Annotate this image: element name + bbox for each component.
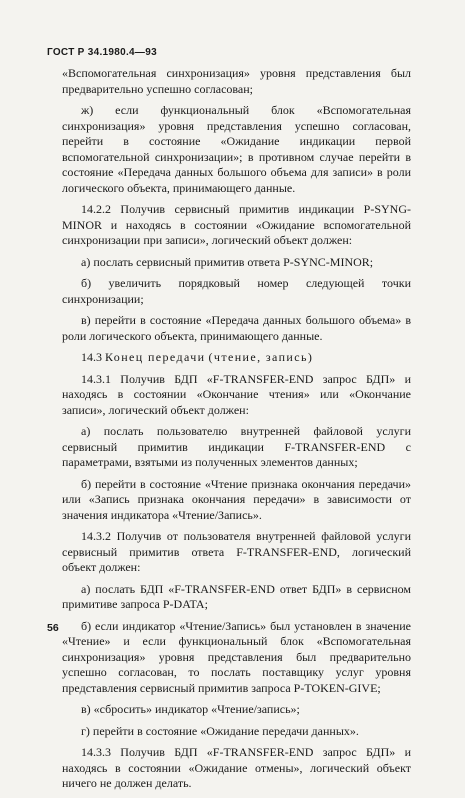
section-number: 14.3: [81, 350, 102, 364]
list-item: б) если индикатор «Чтение/Запись» был установлен в значение «Чтение» и если функциональный блок «Вспомогательная синхронизация» уровня представления был предварительно успешно согласован, то послать поставщику услуг уровня представления сервисный примитив запроса P-TOKEN-GIVE;: [62, 618, 411, 695]
standard-header: ГОСТ Р 34.1980.4—93: [47, 47, 157, 58]
section-subtitle: (чтение, запись): [208, 350, 314, 364]
list-item: а) послать БДП «F-TRANSFER-END ответ БДП» в сервисном примитиве запроса P-DATA;: [62, 581, 411, 611]
document-body: [62, 66, 411, 798]
paragraph: 14.3.1 Получив БДП «F-TRANSFER-END запрос БДП» и находясь в состоянии «Окончание чтения» или «Окончание записи», логический объект должен:: [62, 371, 411, 417]
list-item: в) перейти в состояние «Передача данных большого объема» в роли логического объекта, принимающего данные.: [62, 313, 411, 343]
paragraph: ж) если функциональный блок «Вспомогательная синхронизация» уровня представления успешно согласован, перейти в состояние «Ожидание индикации первой вспомогательной синхронизации»; в противном случае перейти в состояние «Передача данных большого объема для записи» в роли логического объекта, принимающего данные.: [62, 103, 411, 195]
paragraph: 14.3.2 Получив от пользователя внутренней файловой услуги сервисный примитив ответа F-TRANSFER-END, логический объект должен:: [62, 529, 411, 574]
section-heading: [62, 350, 411, 366]
paragraph: 14.2.2 Получив сервисный примитив индикации P-SYNG-MINOR и находясь в состоянии «Ожидание вспомогательной синхронизации при записи», логический объект должен:: [62, 202, 411, 247]
paragraph: «Вспомогательная синхронизация» уровня представления был предварительно успешно согласован;: [62, 66, 411, 96]
page-number: 56: [47, 622, 59, 634]
section-title: Конец передачи: [105, 350, 206, 364]
list-item: а) послать пользователю внутренней файловой услуги сервисный примитив индикации F-TRANSFER-END с параметрами, взятыми из полученных элементов данных;: [62, 424, 411, 469]
list-item: г) перейти в состояние «Ожидание передачи данных».: [81, 723, 359, 738]
list-item: б) увеличить порядковый номер следующей точки синхронизации;: [62, 276, 411, 306]
paragraph: 14.3.3 Получив БДП «F-TRANSFER-END запрос БДП» и находясь в состоянии «Ожидание отмены», логический объект ничего не должен делать.: [62, 745, 411, 790]
list-item: а) послать сервисный примитив ответа P-SYNC-MINOR;: [81, 254, 374, 269]
list-item: в) «сбросить» индикатор «Чтение/запись»;: [81, 702, 300, 716]
list-item: б) перейти в состояние «Чтение признака окончания передачи» или «Запись признака окончания передачи» в зависимости от значения индикатора «Чтение/Запись».: [62, 476, 411, 522]
